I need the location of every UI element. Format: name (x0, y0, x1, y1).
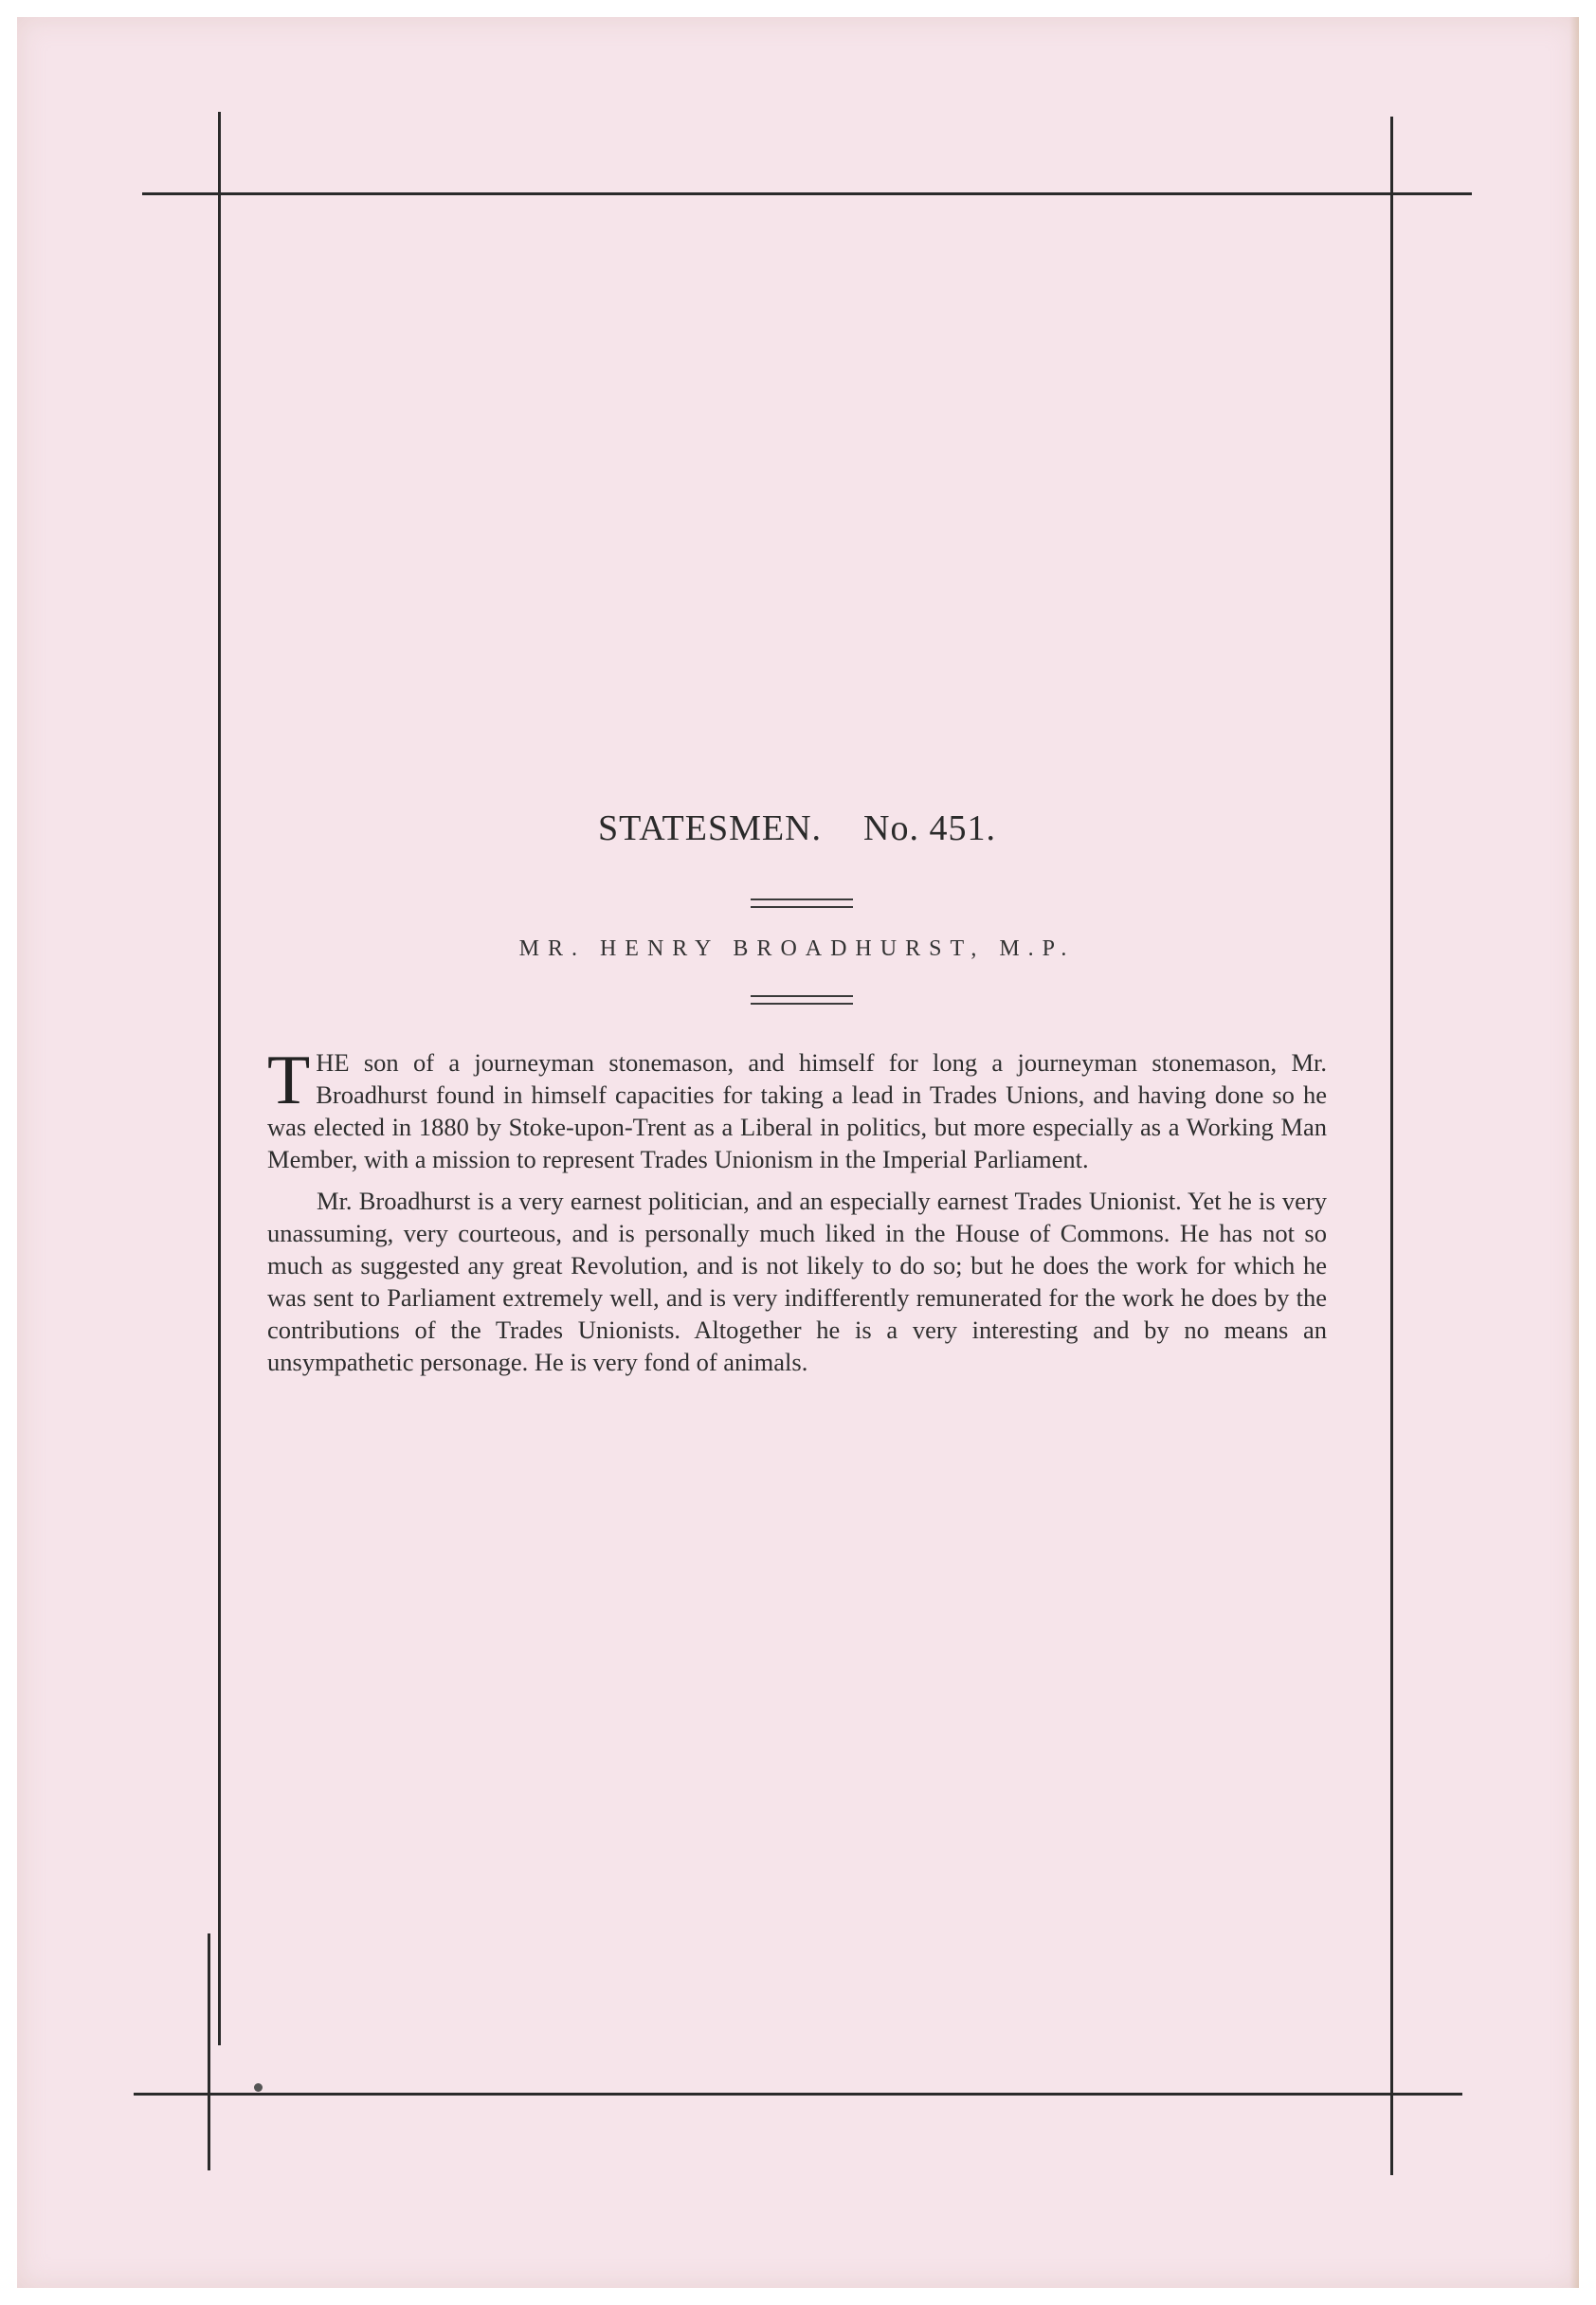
subtitle: MR. HENRY BROADHURST, M.P. (518, 936, 1076, 961)
issue-number: No. 451. (863, 808, 996, 848)
frame-left-rule (218, 112, 221, 2045)
frame-top-rule (142, 192, 1472, 195)
ink-dot (254, 2083, 263, 2092)
page-title (267, 808, 1327, 849)
paragraph-2: Mr. Broadhurst is a very earnest politician, and an especially earnest Trades Unionist. Yet he is very unassuming, very courteous, and is personally much liked in the House of Commons. He has not so much as suggested any great Revolution, and is not likely to do so; but he does the work for which he was sent to Parliament extremely well, and is very indifferently remunerated for the work he does by the contributions of the Trades Unionists. Altogether he is a very interesting and by no means an unsympathetic personage. He is very fond of animals. (267, 1187, 1327, 1376)
drop-cap: T (267, 1042, 311, 1119)
paragraph-1-text: HE son of a journeyman stonemason, and himself for long a journeyman stonemason, Mr. Broadhurst found in himself capacities for taking a lead in Trades Unions, and having done so he was elected in 1880 by Stoke-upon-Trent as a Liberal in politics, but more especially as a Working Man Member, with a mission to represent Trades Unionism in the Imperial Parliament. (267, 1048, 1327, 1173)
paper-edge-stain (1569, 17, 1579, 2288)
double-rule-bottom (751, 995, 853, 1005)
double-rule-top (751, 898, 853, 908)
frame-left-bottom-rule (208, 1933, 210, 2170)
article-body (267, 1042, 1327, 1378)
frame-bottom-rule (134, 2093, 1462, 2096)
paragraph-1 (267, 1042, 1327, 1175)
frame-right-rule (1390, 117, 1393, 2175)
title-text: STATESMEN. (598, 808, 823, 848)
